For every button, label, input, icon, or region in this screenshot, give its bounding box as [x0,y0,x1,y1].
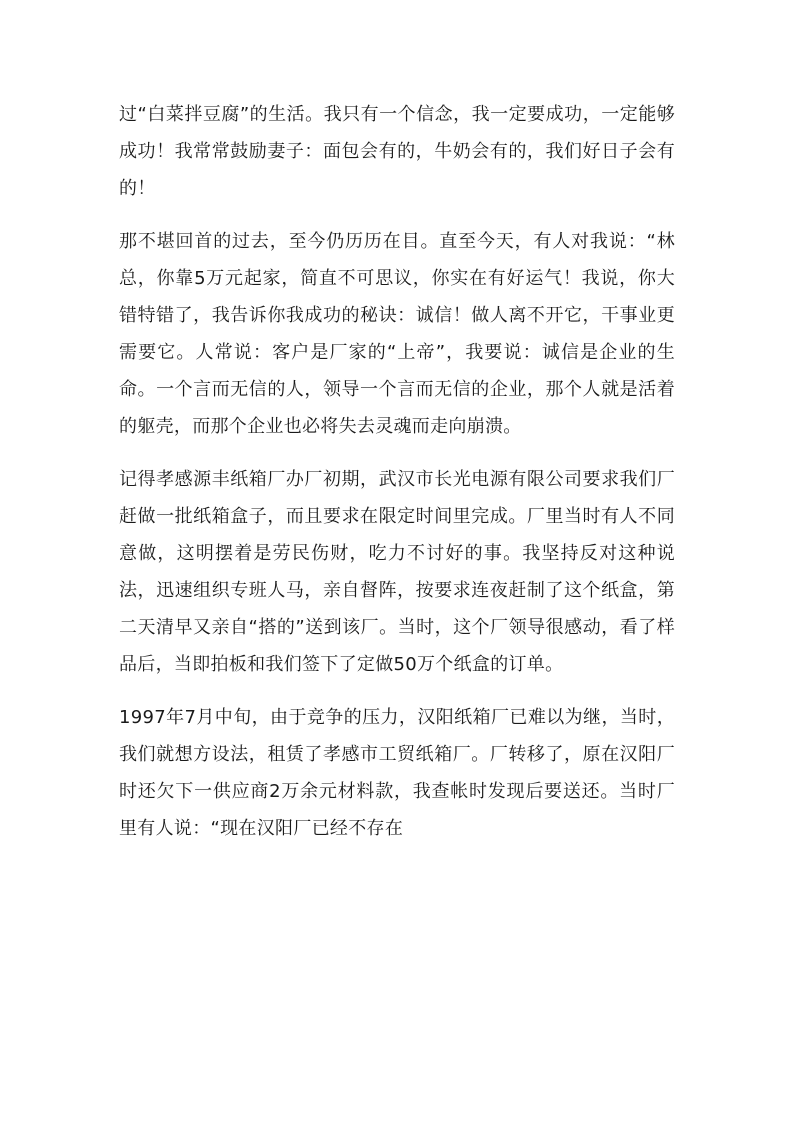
document-body [119,96,675,863]
paragraph-4: 1997年7月中旬，由于竞争的压力，汉阳纸箱厂已难以为继，当时，我们就想方设法，租赁了孝感市工贸纸箱厂。厂转移了，原在汉阳厂时还欠下一供应商2万余元材料款，我查帐时发现后要送还。当时厂里有人说：“现在汉阳厂已经不存在 [119,707,675,839]
paragraph-3: 记得孝感源丰纸箱厂办厂初期，武汉市长光电源有限公司要求我们厂赶做一批纸箱盒子，而且要求在限定时间里完成。厂里当时有人不同意做，这明摆着是劳民伤财，吃力不讨好的事。我坚持反对这种说法，迅速组织专班人马，亲自督阵，按要求连夜赶制了这个纸盒，第二天清早又亲自“搭的”送到该厂。当时，这个厂领导很感动，看了样品后，当即拍板和我们签下了定做50万个纸盒的订单。 [119,469,675,675]
paragraph-2: 那不堪回首的过去，至今仍历历在目。直至今天，有人对我说：“林总，你靠5万元起家，简直不可思议，你实在有好运气！我说，你大错特错了，我告诉你我成功的秘诀：诚信！做人离不开它，干事业更需要它。人常说：客户是厂家的“上帝”，我要说：诚信是企业的生命。一个言而无信的人，领导一个言而无信的企业，那个人就是活着的躯壳，而那个企业也必将失去灵魂而走向崩溃。 [119,231,675,437]
paragraph-1: 过“白菜拌豆腐”的生活。我只有一个信念，我一定要成功，一定能够成功！我常常鼓励妻子：面包会有的，牛奶会有的，我们好日子会有的！ [119,104,675,199]
